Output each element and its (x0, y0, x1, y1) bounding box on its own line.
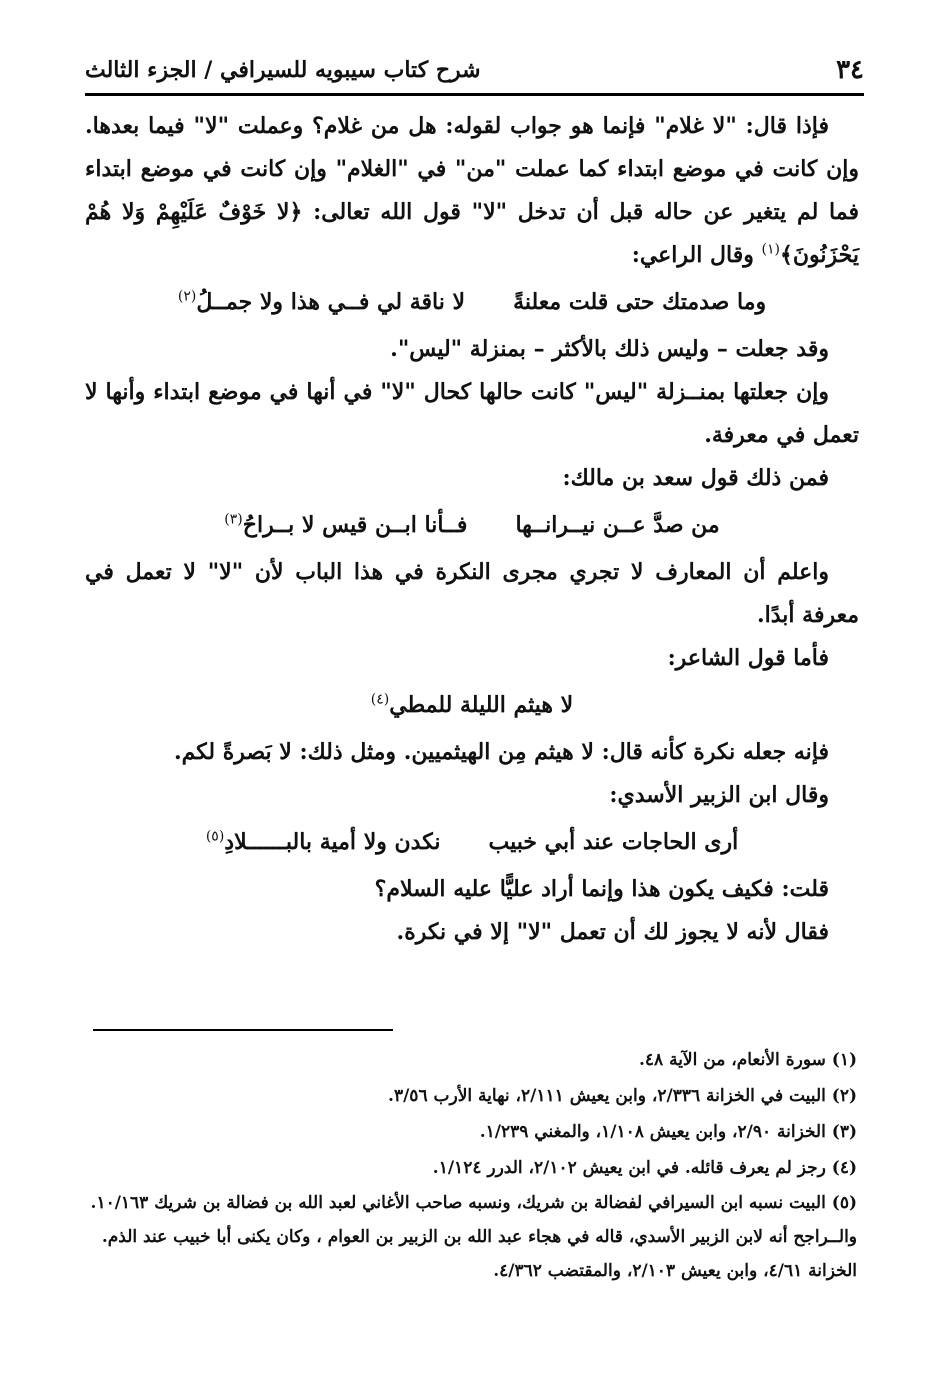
footnote-ref-3: (٣) (224, 511, 243, 528)
verse-line (85, 684, 859, 727)
paragraph: فقال لأنه لا يجوز لك أن تعمل "لا" إلا في نكرة. (396, 919, 829, 945)
footnote-4: (٤) رجز لم يعرف قائله. في ابن يعيش ٢/١٠٢، الدرر ١/١٢٤. (432, 1158, 857, 1178)
verse-text: فــأنا ابــن قيس لا بــراحُ (242, 512, 468, 538)
paragraph: واعلم أن المعارف لا تجري مجرى النكرة في هذا الباب لأن "لا" لا تعمل في معرفة أبدًا. (85, 559, 859, 628)
footnote-2: (٢) البيت في الخزانة ٢/٣٣٦، وابن يعيش ٢/١١١، نهاية الأرب ٣/٥٦. (388, 1086, 857, 1106)
paragraph (85, 105, 859, 277)
verse-first-hemistich: من صدَّ عــن نيــرانــها (515, 512, 720, 538)
verse-second-hemistich (178, 281, 465, 324)
verse-second-hemistich (206, 821, 441, 864)
verse-single (371, 684, 573, 727)
page-header (85, 50, 864, 90)
running-title: شرح كتاب سيبويه للسيرافي / الجزء الثالث (85, 57, 481, 83)
footnote-1: (١) سورة الأنعام، من الآية ٤٨. (638, 1050, 857, 1070)
paragraph: وإن جعلتها بمنــزلة "ليس" كانت حالها كحال "لا" في أنها في موضع ابتداء وأنها لا تعمل في معرفة. (85, 379, 859, 448)
verse-line (85, 821, 859, 864)
paragraph: فمن ذلك قول سعد بن مالك: (562, 465, 829, 491)
footnote-rule (93, 1029, 393, 1031)
verse-first-hemistich: وما صدمتك حتى قلت معلنةً (513, 289, 767, 315)
verse-text: نكدن ولا أمية بالبــــــلادِ (224, 829, 441, 855)
verse-text: لا ناقة لي فــي هذا ولا جمــلُ (196, 289, 466, 315)
paragraph: فإنه جعله نكرة كأنه قال: لا هيثم مِن الهيثميين. ومثل ذلك: لا بَصرةً لكم. (173, 739, 829, 765)
verse-line (85, 281, 859, 324)
footnote-ref-2: (٢) (177, 288, 197, 305)
footnote-ref-1: (١) (761, 241, 780, 258)
verse-first-hemistich: أرى الحاجات عند أبي خبيب (488, 829, 739, 855)
paragraph: فأما قول الشاعر: (667, 645, 829, 671)
footnotes (85, 1042, 857, 1288)
footnote-3: (٣) الخزانة ٢/٩٠، وابن يعيش ١/١٠٨، والمغني ١/٢٣٩. (479, 1122, 857, 1142)
footnote-5: (٥) البيت نسبه ابن السيرافي لفضالة بن شريك، ونسبه صاحب الأغاني لعبد الله بن فضالة بن شريك ١٠/١٦٣. والــراجح أنه لابن الزبير الأسدي، قاله في هجاء عبد الله بن الزبير بن العوام ، وكان يكنى أبا خبيب عند الذم. الخزانة ٤/٦١، وابن يعيش ٢/١٠٣، والمقتضب ٤/٣٦٢. (90, 1193, 857, 1281)
paragraph-text: فإذا قال: "لا غلام" فإنما هو جواب لقوله: هل من غلام؟ وعملت "لا" فيما بعدها. وإن كانت في موضع ابتداء كما عملت "من" في "الغلام" وإن كانت في موضع ابتداء فما لم يتغير عن حاله قبل أن تدخل "لا" قول الله تعالى: ﴿لا خَوْفٌ عَلَيْهِمْ وَلا هُمْ يَحْزَنُونَ﴾ (85, 113, 859, 268)
paragraph: قلت: فكيف يكون هذا وإنما أراد عليًّا عليه السلام؟ (374, 876, 829, 902)
footnote-ref-5: (٥) (205, 828, 225, 845)
verse-second-hemistich (224, 504, 467, 547)
footnote-ref-4: (٤) (370, 691, 390, 708)
verse-line (85, 504, 859, 547)
header-rule (85, 93, 864, 96)
paragraph-text: وقال الراعي: (631, 242, 762, 268)
main-text (85, 105, 859, 954)
paragraph: وقال ابن الزبير الأسدي: (609, 782, 829, 808)
paragraph: وقد جعلت – وليس ذلك بالأكثر – بمنزلة "ليس". (390, 336, 829, 362)
verse-text: لا هيثم الليلة للمطي (389, 692, 574, 718)
page-number: ٣٤ (836, 55, 864, 85)
